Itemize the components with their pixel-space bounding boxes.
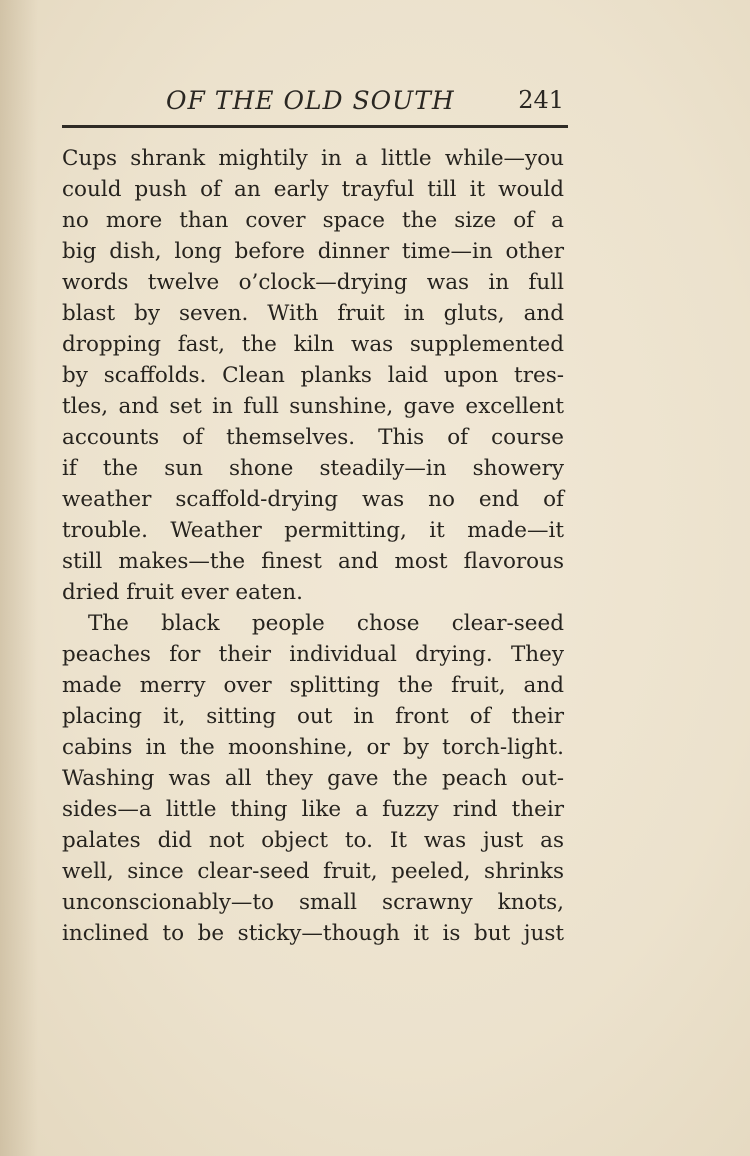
text-line: Cups shrank mightily in a little while—you — [62, 146, 564, 171]
text-line: dried fruit ever eaten. — [62, 580, 303, 605]
text-line: big dish, long before dinner time—in other — [62, 239, 564, 264]
text-line: words twelve o’clock—drying was in full — [62, 270, 564, 295]
text-line: by scaffolds. Clean planks laid upon tres- — [62, 363, 564, 388]
page-number: 241 — [518, 86, 564, 114]
text-line: inclined to be sticky—though it is but just — [62, 921, 564, 946]
text-line: cabins in the moonshine, or by torch-light. — [62, 735, 564, 760]
text-line: sides—a little thing like a fuzzy rind their — [62, 797, 564, 822]
text-line: Washing was all they gave the peach out- — [62, 766, 564, 791]
text-line: tles, and set in full sunshine, gave excellent — [62, 394, 564, 419]
text-line: accounts of themselves. This of course — [62, 425, 564, 450]
text-line: well, since clear-seed fruit, peeled, shrinks — [62, 859, 564, 884]
header-rule — [62, 125, 568, 128]
text-line: no more than cover space the size of a — [62, 208, 564, 233]
text-line: placing it, sitting out in front of their — [62, 704, 564, 729]
text-line: palates did not object to. It was just as — [62, 828, 564, 853]
text-line: The black people chose clear-seed — [88, 611, 564, 636]
text-line: still makes—the finest and most flavorous — [62, 549, 564, 574]
running-header — [62, 86, 568, 122]
body-text — [62, 143, 564, 949]
text-line: made merry over splitting the fruit, and — [62, 673, 564, 698]
text-line: weather scaffold-drying was no end of — [62, 487, 564, 512]
text-line: blast by seven. With fruit in gluts, and — [62, 301, 564, 326]
text-line: if the sun shone steadily—in showery — [62, 456, 564, 481]
running-title: OF THE OLD SOUTH — [166, 86, 455, 115]
text-line: peaches for their individual drying. They — [62, 642, 564, 667]
text-line: trouble. Weather permitting, it made—it — [62, 518, 564, 543]
text-line: unconscionably—to small scrawny knots, — [62, 890, 564, 915]
text-line: dropping fast, the kiln was supplemented — [62, 332, 564, 357]
text-line: could push of an early trayful till it would — [62, 177, 564, 202]
